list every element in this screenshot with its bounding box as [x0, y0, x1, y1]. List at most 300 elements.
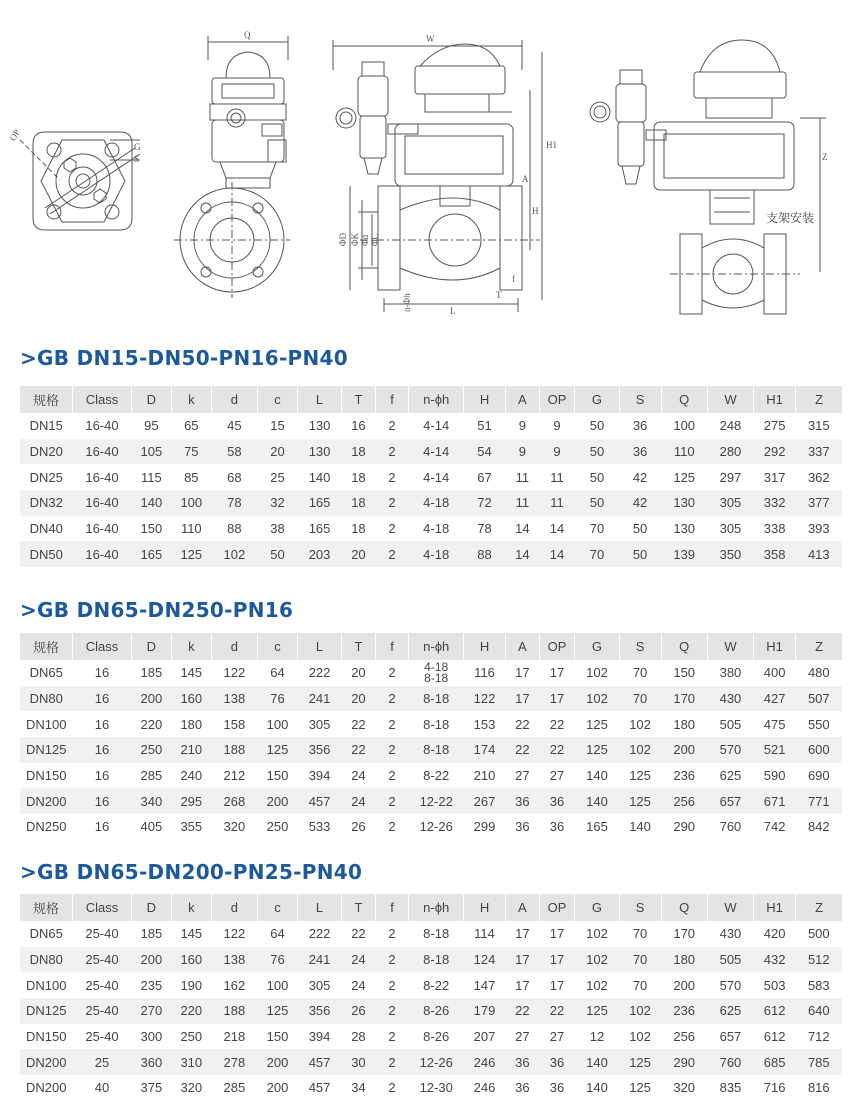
table-cell: 521: [754, 737, 796, 763]
table-cell: 78: [477, 521, 492, 537]
table-row: [20, 737, 842, 763]
table-cell: 503: [763, 977, 786, 993]
table-cell: 2: [375, 788, 409, 814]
column-header: c: [258, 386, 298, 413]
table-cell: 70: [619, 686, 661, 712]
table-cell: 380: [719, 665, 742, 681]
column-header: d: [211, 894, 257, 921]
table-cell: 267: [464, 788, 506, 814]
table-cell: DN15: [29, 418, 63, 434]
table-cell: 102: [586, 977, 608, 993]
table-cell: 138: [211, 947, 257, 973]
dim-w: W: [426, 34, 435, 44]
dim-a: A: [522, 174, 529, 184]
table-cell: 110: [180, 521, 202, 537]
column-header: Class: [73, 633, 132, 660]
table-cell: 54: [464, 439, 506, 465]
table-cell: 220: [140, 716, 163, 732]
table-cell: 2: [388, 926, 396, 942]
table-cell: 50: [619, 541, 661, 567]
table-cell: 85: [184, 469, 199, 485]
table-cell: 140: [575, 1049, 619, 1075]
table-cell: 102: [575, 947, 619, 973]
table-cell: 16: [351, 418, 366, 434]
table-cell: 8-26: [409, 998, 464, 1024]
table-cell: 25-40: [85, 1029, 119, 1045]
table-cell: [409, 660, 464, 686]
table-cell: 65: [184, 418, 199, 434]
table-cell: 122: [223, 665, 246, 681]
column-header: Z: [796, 386, 842, 413]
table-cell: 2: [375, 737, 409, 763]
column-header: L: [297, 633, 341, 660]
spec-table-1: [20, 386, 842, 567]
dim-f: f: [512, 274, 515, 284]
table-cell: 34: [351, 1080, 366, 1096]
column-header: H1: [754, 386, 796, 413]
table-cell: 4-18: [409, 490, 464, 516]
table-cell: 2: [388, 768, 396, 784]
table-cell: 50: [575, 439, 619, 465]
table-cell: 785: [796, 1049, 842, 1075]
table-cell: 125: [586, 716, 608, 732]
table-row: [20, 516, 842, 542]
table-cell: DN150: [26, 1029, 67, 1045]
table-cell: 235: [140, 977, 163, 993]
table-cell: 8-22: [423, 768, 450, 784]
column-header: L: [297, 386, 341, 413]
table-cell: 70: [589, 521, 605, 537]
table-cell: 27: [549, 768, 565, 784]
table-cell: 36: [539, 788, 575, 814]
table-cell: 40: [94, 1080, 110, 1096]
table-cell: 36: [632, 418, 648, 434]
table-cell: 8-26: [423, 1029, 450, 1045]
table-cell: 88: [227, 521, 242, 537]
table-cell: 9: [539, 439, 575, 465]
section-title-1: >GB DN15-DN50-PN16-PN40: [20, 346, 348, 370]
table-cell: DN25: [29, 469, 63, 485]
table-cell: 612: [754, 998, 796, 1024]
table-row: [20, 439, 842, 465]
column-header: c: [258, 633, 298, 660]
table-cell: 760: [707, 1049, 753, 1075]
table-cell: 140: [575, 788, 619, 814]
table-cell: 16: [73, 788, 132, 814]
table-cell: 36: [506, 1049, 540, 1075]
table-cell: 612: [763, 1029, 786, 1045]
table-cell: 16: [94, 768, 110, 784]
table-cell: 11: [539, 490, 575, 516]
table-cell: 356: [297, 998, 341, 1024]
table-cell: 475: [763, 716, 786, 732]
technical-drawings: [0, 0, 860, 330]
table-row: [20, 763, 842, 789]
table-cell: 15: [270, 418, 285, 434]
table-row: [20, 686, 842, 712]
column-header: k: [171, 386, 211, 413]
table-cell: 2: [375, 1049, 409, 1075]
table-cell: 25: [270, 469, 285, 485]
table-cell: 179: [464, 998, 506, 1024]
table-cell: 67: [477, 469, 492, 485]
table-cell: 14: [549, 521, 565, 537]
table-cell: 122: [464, 686, 506, 712]
table-cell: 300: [140, 1029, 163, 1045]
flange-top-view: [20, 132, 140, 230]
table-row: [20, 998, 842, 1024]
table-cell: 145: [180, 926, 203, 942]
table-row: [20, 541, 842, 567]
table-cell: 9: [506, 439, 540, 465]
table-cell: 771: [796, 788, 842, 814]
table-cell: 742: [763, 819, 786, 835]
table-cell: 8-22: [423, 977, 450, 993]
table-cell: 24: [351, 768, 366, 784]
table-cell: 125: [629, 768, 651, 784]
table-cell: 305: [308, 977, 331, 993]
table-cell: 270: [131, 998, 171, 1024]
table-cell: 8-18: [409, 686, 464, 712]
table-cell: 246: [473, 1080, 496, 1096]
table-cell: 140: [131, 490, 171, 516]
table-cell: 716: [763, 1080, 786, 1096]
table-cell: 427: [754, 686, 796, 712]
table-cell: 657: [707, 788, 753, 814]
table-cell: 760: [719, 819, 742, 835]
table-cell: 180: [661, 947, 707, 973]
table-cell: 20: [258, 439, 298, 465]
table-cell: 16-40: [85, 418, 119, 434]
table-cell: 28: [351, 1029, 366, 1045]
dim-k: ΦK: [350, 232, 360, 246]
table-cell: 95: [144, 418, 159, 434]
column-header: A: [506, 633, 540, 660]
bracket-mount-label: 支架安装: [766, 211, 815, 225]
table-cell: 405: [140, 819, 163, 835]
table-cell: 70: [575, 541, 619, 567]
table-cell: 393: [807, 521, 830, 537]
table-cell: 332: [754, 490, 796, 516]
table-cell: 125: [258, 998, 298, 1024]
column-header: W: [707, 386, 753, 413]
table-cell: 8-18: [409, 737, 464, 763]
table-cell: 457: [297, 1049, 341, 1075]
table-cell: 500: [807, 926, 830, 942]
table-cell: 22: [515, 716, 530, 732]
table-cell: 268: [211, 788, 257, 814]
table-cell: 305: [308, 716, 331, 732]
table-cell: 295: [171, 788, 211, 814]
dim-g: G: [134, 142, 141, 152]
table-cell: 18: [351, 521, 366, 537]
table-header-row: [20, 633, 842, 660]
table-cell: 140: [586, 1080, 608, 1096]
dim-nh: n-Φh: [402, 293, 412, 312]
table-cell: 16: [94, 819, 110, 835]
table-cell: 210: [473, 768, 496, 784]
table-cell: 9: [518, 418, 526, 434]
table-cell: DN250: [26, 819, 67, 835]
table-cell: DN100: [26, 977, 67, 993]
column-header: D: [131, 633, 171, 660]
table-cell: 570: [707, 737, 753, 763]
table-cell: 320: [223, 819, 246, 835]
table-cell: 51: [477, 418, 492, 434]
table-cell: 210: [171, 737, 211, 763]
table-cell: DN40: [29, 521, 63, 537]
table-cell: 140: [586, 768, 608, 784]
table-cell: 42: [619, 490, 661, 516]
table-cell: 50: [258, 541, 298, 567]
table-cell: 200: [266, 1080, 289, 1096]
table-cell: 88: [464, 541, 506, 567]
table-cell: 102: [211, 541, 257, 567]
column-header: OP: [539, 386, 575, 413]
table-cell: 16-40: [73, 490, 132, 516]
table-cell: 2: [388, 1080, 396, 1096]
table-cell: 147: [473, 977, 496, 993]
table-cell: 200: [661, 737, 707, 763]
table-cell: 188: [211, 998, 257, 1024]
table-cell: 816: [807, 1080, 830, 1096]
table-cell: DN80: [20, 947, 73, 973]
table-cell: 14: [515, 521, 530, 537]
dim-h: H: [532, 206, 539, 216]
table-cell: 18: [342, 439, 376, 465]
table-cell: 105: [131, 439, 171, 465]
table-cell: 36: [515, 819, 530, 835]
table-cell: 140: [629, 819, 651, 835]
column-header: S: [619, 894, 661, 921]
column-header: f: [375, 386, 409, 413]
table-cell: 2: [375, 998, 409, 1024]
column-header: D: [131, 386, 171, 413]
table-cell: 292: [754, 439, 796, 465]
table-cell: 480: [807, 665, 830, 681]
table-cell: 138: [211, 686, 257, 712]
table-row: [20, 464, 842, 490]
column-header: T: [342, 894, 376, 921]
table-cell: 600: [796, 737, 842, 763]
table-cell: 17: [549, 977, 565, 993]
table-cell: 200: [131, 686, 171, 712]
table-cell: 25-40: [85, 926, 119, 942]
column-header: S: [619, 386, 661, 413]
table-cell: 16: [73, 737, 132, 763]
table-cell: 250: [180, 1029, 203, 1045]
column-header: f: [375, 633, 409, 660]
table-cell: 2: [388, 819, 396, 835]
table-cell: 24: [342, 947, 376, 973]
table-cell: 310: [171, 1049, 211, 1075]
table-cell: 8-18: [409, 947, 464, 973]
table-cell: 200: [258, 788, 298, 814]
table-cell: 139: [661, 541, 707, 567]
table-cell: 45: [227, 418, 242, 434]
column-header: W: [707, 633, 753, 660]
table-cell: 712: [807, 1029, 830, 1045]
table-cell: 36: [515, 1080, 530, 1096]
table-cell: 100: [266, 716, 289, 732]
table-cell: 583: [807, 977, 830, 993]
table-cell: 27: [515, 1029, 530, 1045]
table-cell: 38: [270, 521, 285, 537]
column-header: H1: [754, 894, 796, 921]
dim-t: T: [496, 290, 502, 300]
table-cell: 165: [131, 541, 171, 567]
dim-l: L: [450, 306, 456, 316]
table-cell: 50: [632, 521, 648, 537]
table-row: [20, 413, 842, 439]
table-cell: 36: [539, 1049, 575, 1075]
table-cell: 180: [673, 716, 696, 732]
valve-side-view: [174, 36, 290, 298]
column-header: d: [211, 633, 257, 660]
table-cell: 125: [575, 737, 619, 763]
column-header: S: [619, 633, 661, 660]
table-cell: 170: [661, 686, 707, 712]
column-header: A: [506, 894, 540, 921]
table-cell: 20: [342, 686, 376, 712]
table-cell: 165: [308, 521, 331, 537]
table-cell: 76: [258, 947, 298, 973]
table-row: [20, 1024, 842, 1050]
table-cell: 165: [297, 490, 341, 516]
table-cell: 125: [619, 788, 661, 814]
table-cell: 290: [673, 819, 696, 835]
table-cell: 150: [140, 521, 163, 537]
table-cell: 20: [351, 665, 366, 681]
table-cell: 125: [171, 541, 211, 567]
table-row: [20, 490, 842, 516]
table-cell: 690: [807, 768, 830, 784]
table-cell: 17: [549, 926, 565, 942]
column-header: W: [707, 894, 753, 921]
table-header-row: [20, 386, 842, 413]
valve-front-view: [333, 40, 542, 312]
column-header: A: [506, 386, 540, 413]
table-cell: 22: [549, 716, 565, 732]
column-header: 规格: [20, 894, 73, 921]
table-cell: 356: [297, 737, 341, 763]
table-cell: 22: [506, 998, 540, 1024]
table-cell: 185: [140, 926, 163, 942]
section-title-2: >GB DN65-DN250-PN16: [20, 598, 294, 622]
column-header: H: [464, 386, 506, 413]
table-cell: 2: [388, 977, 396, 993]
table-cell: 36: [619, 439, 661, 465]
table-cell: 16-40: [85, 521, 119, 537]
table-cell: 207: [473, 1029, 496, 1045]
table-cell: 27: [549, 1029, 565, 1045]
table-cell: 360: [131, 1049, 171, 1075]
column-header: OP: [539, 633, 575, 660]
table-cell: 16: [73, 686, 132, 712]
column-header: 规格: [20, 386, 73, 413]
table-cell: 671: [754, 788, 796, 814]
dim-z: Z: [822, 152, 828, 162]
table-cell: 17: [515, 977, 530, 993]
table-cell: 22: [351, 926, 366, 942]
table-cell: 340: [131, 788, 171, 814]
table-cell: 285: [223, 1080, 246, 1096]
table-cell: 125: [629, 1080, 651, 1096]
table-row: [20, 947, 842, 973]
table-cell: 248: [719, 418, 742, 434]
table-cell: 162: [223, 977, 246, 993]
column-header: H: [464, 633, 506, 660]
table-cell: 590: [763, 768, 786, 784]
table-cell: 11: [506, 490, 540, 516]
table-cell: 140: [308, 469, 331, 485]
table-cell: 420: [763, 926, 786, 942]
table-cell: 58: [211, 439, 257, 465]
table-cell: 2: [375, 439, 409, 465]
table-cell: 625: [707, 998, 753, 1024]
table-cell: 102: [629, 716, 651, 732]
table-cell: 11: [515, 469, 530, 485]
table-cell: 22: [342, 737, 376, 763]
table-cell: 16-40: [73, 541, 132, 567]
column-header: T: [342, 633, 376, 660]
table-cell: 457: [297, 788, 341, 814]
column-header: Z: [796, 633, 842, 660]
table-cell: 200: [131, 947, 171, 973]
table-cell: 153: [473, 716, 496, 732]
table-cell: 835: [719, 1080, 742, 1096]
table-cell: 114: [474, 926, 495, 942]
column-header: G: [575, 633, 619, 660]
table-cell: 72: [464, 490, 506, 516]
table-cell: 16-40: [73, 439, 132, 465]
table-cell: 432: [754, 947, 796, 973]
bracket-mount-view: [590, 40, 826, 314]
table-cell: 165: [586, 819, 608, 835]
table-cell: 299: [473, 819, 496, 835]
table-cell: 550: [807, 716, 830, 732]
table-cell: 30: [342, 1049, 376, 1075]
table-cell: DN20: [20, 439, 73, 465]
table-row: [20, 814, 842, 840]
table-cell: 505: [719, 716, 742, 732]
table-cell: 26: [351, 819, 366, 835]
table-cell: 20: [342, 541, 376, 567]
dim-d-big: ΦD: [338, 232, 348, 246]
dim-c: ΦC: [370, 233, 380, 246]
table-cell: 250: [266, 819, 289, 835]
table-cell: 22: [506, 737, 540, 763]
dim-op: OP: [7, 127, 23, 143]
table-cell: 170: [673, 926, 696, 942]
table-cell: 256: [673, 1029, 696, 1045]
column-header: d: [211, 386, 257, 413]
table-cell: 18: [342, 490, 376, 516]
table-cell: 2: [388, 521, 396, 537]
table-cell: 76: [258, 686, 298, 712]
table-cell: 842: [807, 819, 830, 835]
table-cell: 145: [180, 665, 203, 681]
table-cell: 102: [619, 737, 661, 763]
table-cell: 275: [763, 418, 786, 434]
column-header: k: [171, 894, 211, 921]
column-header: Z: [796, 894, 842, 921]
table-cell: 22: [539, 998, 575, 1024]
table-cell: 27: [515, 768, 530, 784]
column-header: Q: [661, 386, 707, 413]
table-cell: 16: [94, 665, 110, 681]
column-header: 规格: [20, 633, 73, 660]
